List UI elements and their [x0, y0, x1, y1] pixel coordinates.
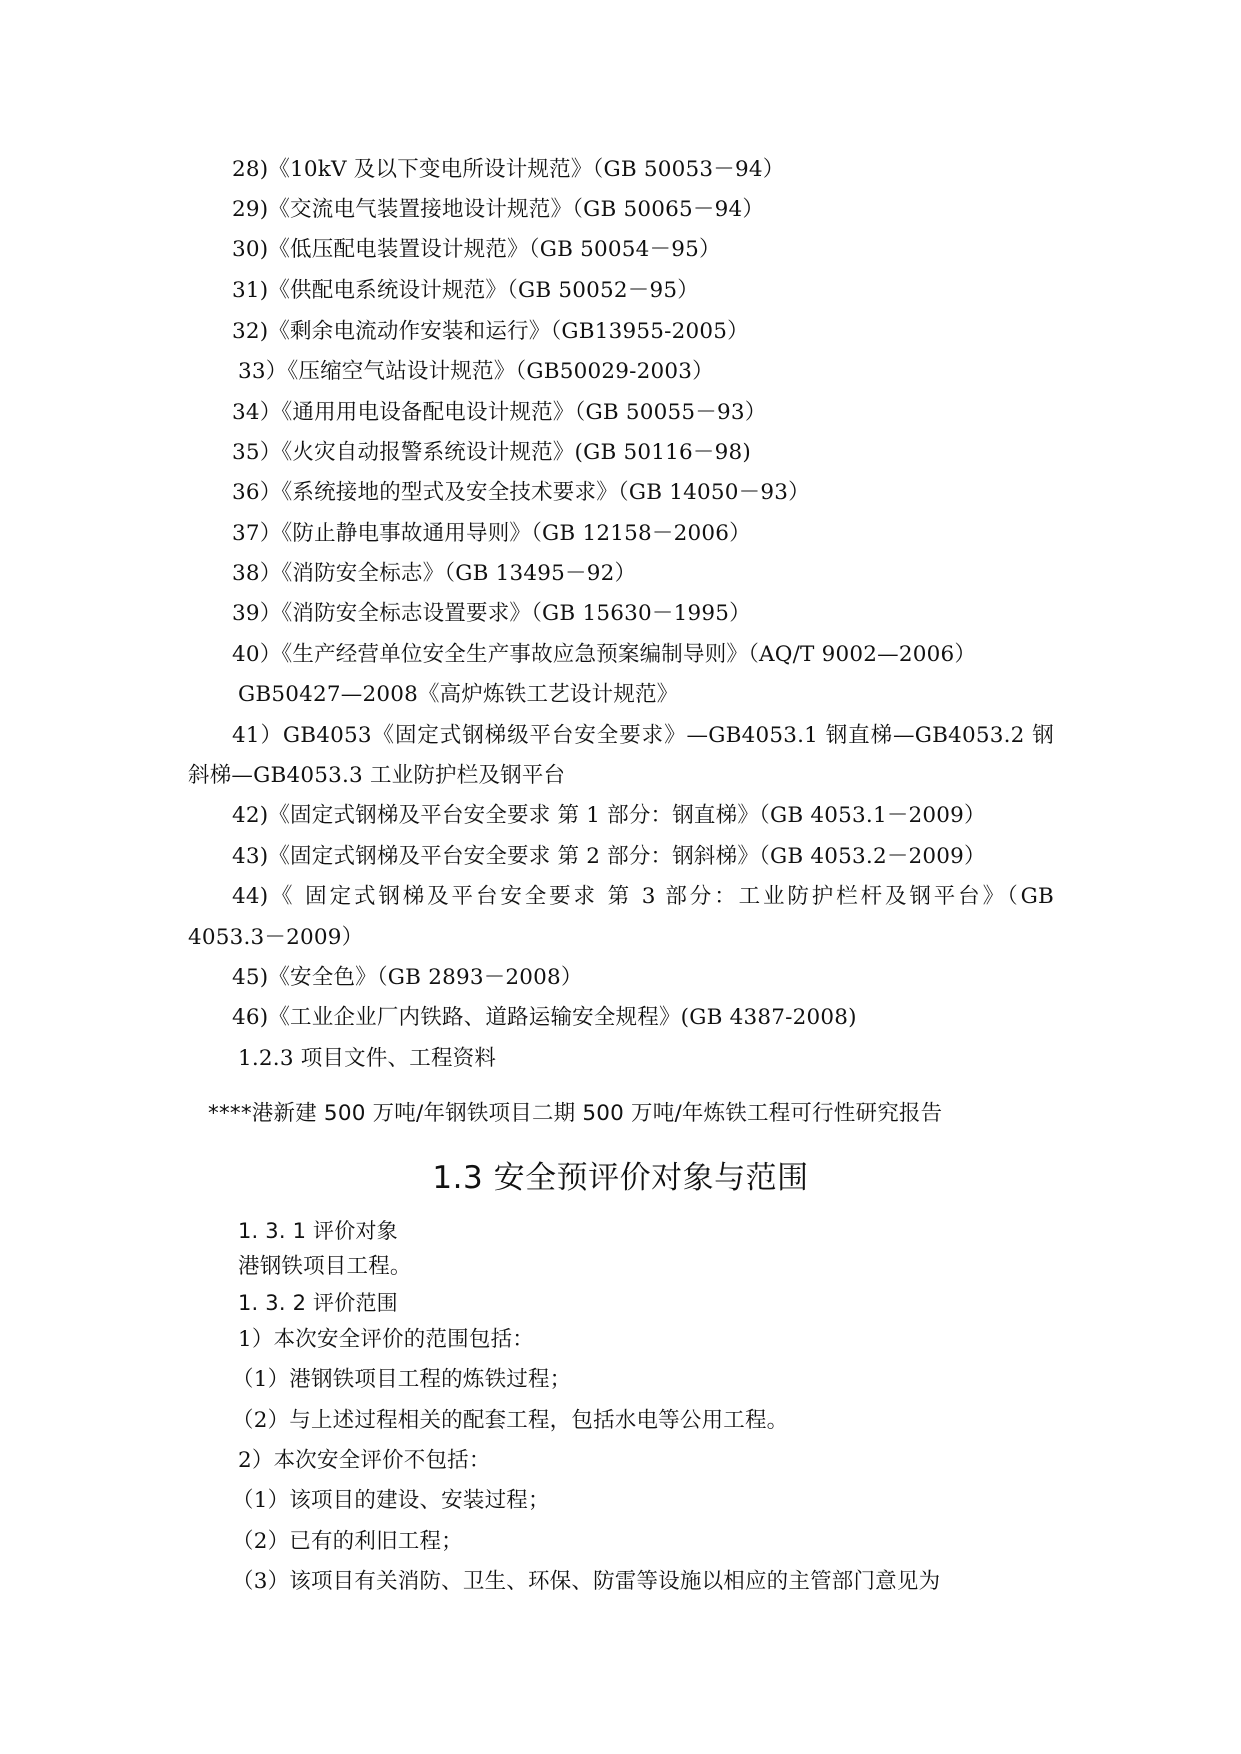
reference-item-39: 39）《消防安全标志设置要求》（GB 15630－1995）	[232, 601, 751, 626]
reference-item-36: 36）《系统接地的型式及安全技术要求》（GB 14050－93）	[232, 480, 810, 505]
project-document-line: ****港新建 500 万吨/年钢铁项目二期 500 万吨/年炼铁工程可行性研究报告	[208, 1101, 943, 1126]
reference-item-41-continuation: 斜梯—GB4053.3 工业防护栏及钢平台	[188, 763, 566, 788]
subsection-1-2-3-title: 1.2.3 项目文件、工程资料	[238, 1046, 497, 1071]
scope-excludes-item-2: （2）已有的利旧工程；	[232, 1529, 463, 1554]
reference-item-44: 44)《 固定式钢梯及平台安全要求 第 3 部分：工业防护栏杆及钢平台》（GB	[232, 884, 1054, 909]
reference-item-40: 40）《生产经营单位安全生产事故应急预案编制导则》（AQ/T 9002—2006）	[232, 642, 977, 667]
reference-item-46: 46)《工业企业厂内铁路、道路运输安全规程》(GB 4387-2008)	[232, 1005, 857, 1030]
reference-item-35: 35）《火灾自动报警系统设计规范》(GB 50116－98)	[232, 440, 751, 465]
reference-item-33: 33）《压缩空气站设计规范》（GB50029-2003）	[238, 359, 714, 384]
reference-item-30: 30)《低压配电装置设计规范》（GB 50054－95）	[232, 237, 721, 262]
subsection-1-3-2-title: 1. 3. 2 评价范围	[238, 1291, 398, 1315]
scope-includes-heading: 1）本次安全评价的范围包括：	[238, 1327, 534, 1352]
reference-item-34: 34）《通用用电设备配电设计规范》（GB 50055－93）	[232, 400, 767, 425]
section-heading: 1.3 安全预评价对象与范围	[432, 1160, 809, 1196]
reference-item-43: 43)《固定式钢梯及平台安全要求 第 2 部分：钢斜梯》（GB 4053.2－2009）	[232, 844, 986, 869]
scope-excludes-item-3: （3）该项目有关消防、卫生、环保、防雷等设施以相应的主管部门意见为	[232, 1569, 941, 1594]
reference-item-41: 41）GB4053《固定式钢梯级平台安全要求》—GB4053.1 钢直梯—GB4053.2 钢	[232, 723, 1054, 748]
scope-includes-item-1: （1）港钢铁项目工程的炼铁过程；	[232, 1367, 572, 1392]
subsection-1-3-1-title: 1. 3. 1 评价对象	[238, 1219, 398, 1243]
reference-item-gb50427: GB50427—2008《高炉炼铁工艺设计规范》	[238, 682, 679, 707]
reference-item-31: 31)《供配电系统设计规范》（GB 50052－95）	[232, 278, 699, 303]
reference-item-28: 28)《10kV 及以下变电所设计规范》（GB 50053－94）	[232, 157, 785, 182]
reference-item-45: 45)《安全色》（GB 2893－2008）	[232, 965, 583, 990]
reference-item-37: 37）《防止静电事故通用导则》（GB 12158－2006）	[232, 521, 751, 546]
scope-includes-item-2: （2）与上述过程相关的配套工程，包括水电等公用工程。	[232, 1408, 789, 1433]
reference-item-44-continuation: 4053.3－2009）	[188, 925, 364, 950]
scope-excludes-item-1: （1）该项目的建设、安装过程；	[232, 1488, 550, 1513]
reference-item-29: 29)《交流电气装置接地设计规范》（GB 50065－94）	[232, 197, 765, 222]
scope-excludes-heading: 2）本次安全评价不包括：	[238, 1448, 491, 1473]
reference-item-32: 32)《剩余电流动作安装和运行》（GB13955-2005）	[232, 319, 749, 344]
reference-item-42: 42)《固定式钢梯及平台安全要求 第 1 部分：钢直梯》（GB 4053.1－2009）	[232, 803, 986, 828]
reference-item-38: 38）《消防安全标志》（GB 13495－92）	[232, 561, 637, 586]
evaluation-object-text: 港钢铁项目工程。	[238, 1254, 412, 1279]
